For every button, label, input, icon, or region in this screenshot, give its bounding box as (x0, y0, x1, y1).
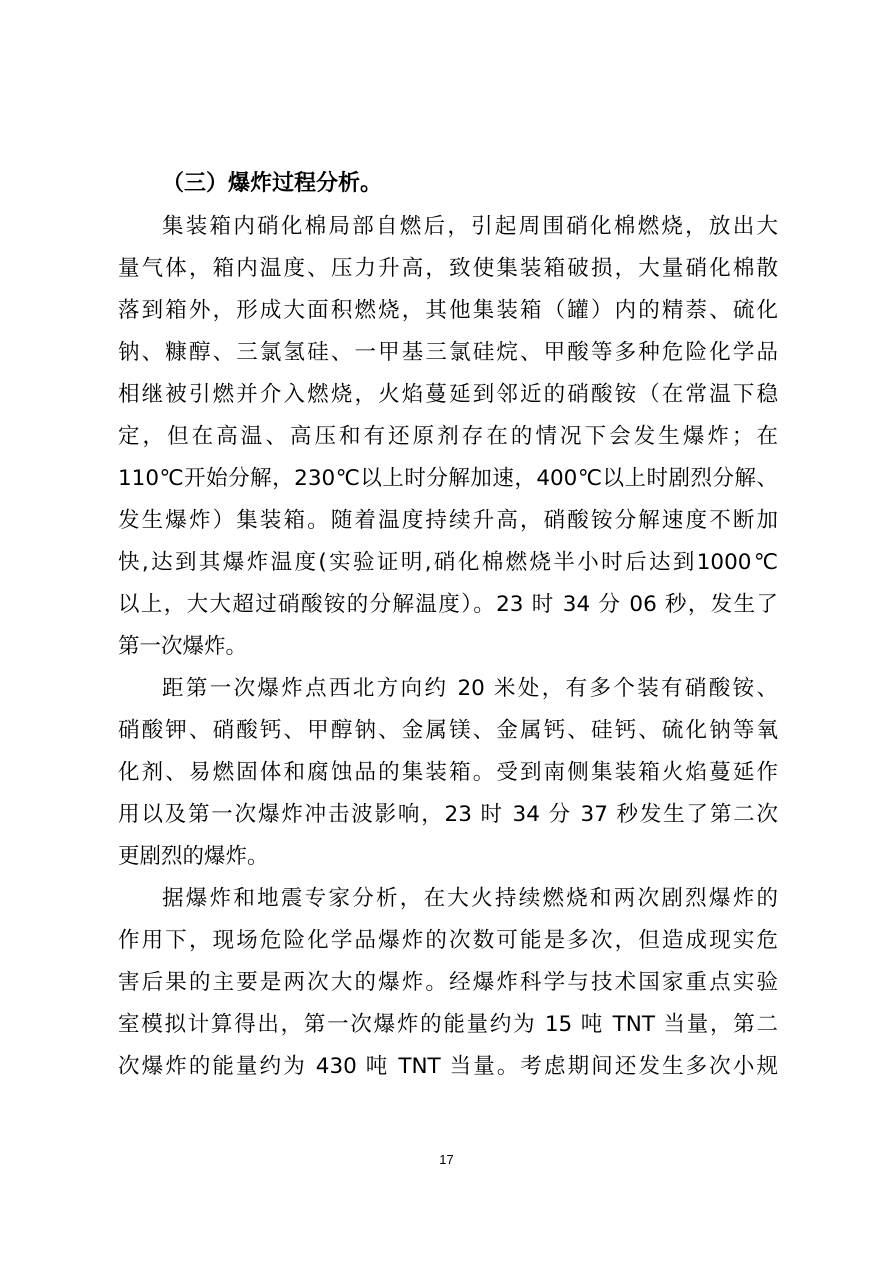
paragraph-1-line-6: 定，但在高温、高压和有还原剂存在的情况下会发生爆炸；在 (118, 424, 778, 449)
paragraph-1-line-11: 第一次爆炸。 (118, 634, 248, 659)
paragraph-1-line-3: 落到箱外，形成大面积燃烧，其他集装箱（罐）内的精萘、硫化 (118, 298, 778, 323)
paragraph-3-line-2: 作用下，现场危险化学品爆炸的次数可能是多次，但造成现实危 (118, 928, 778, 953)
paragraph-1-line-8: 发生爆炸）集装箱。随着温度持续升高，硝酸铵分解速度不断加 (118, 508, 778, 533)
paragraph-2-line-5: 更剧烈的爆炸。 (118, 844, 269, 869)
paragraph-1-line-9: 快,达到其爆炸温度(实验证明,硝化棉燃烧半小时后达到1000℃ (118, 550, 778, 575)
paragraph-2-line-2: 硝酸钾、硝酸钙、甲醇钠、金属镁、金属钙、硅钙、硫化钠等氧 (118, 718, 778, 743)
paragraph-3-line-3: 害后果的主要是两次大的爆炸。经爆炸科学与技术国家重点实验 (118, 970, 778, 995)
paragraph-2-line-3: 化剂、易燃固体和腐蚀品的集装箱。受到南侧集装箱火焰蔓延作 (118, 760, 778, 785)
paragraph-3-line-1: 据爆炸和地震专家分析，在大火持续燃烧和两次剧烈爆炸的 (162, 886, 778, 911)
paragraph-1-line-10: 以上，大大超过硝酸铵的分解温度）。23 时 34 分 06 秒，发生了 (118, 592, 778, 617)
paragraph-1-line-7: 110℃开始分解，230℃以上时分解加速，400℃以上时剧烈分解、 (118, 466, 778, 491)
paragraph-1-line-5: 相继被引燃并介入燃烧，火焰蔓延到邻近的硝酸铵（在常温下稳 (118, 382, 778, 407)
paragraph-1-line-2: 量气体，箱内温度、压力升高，致使集装箱破损，大量硝化棉散 (118, 256, 778, 281)
paragraph-2-line-1: 距第一次爆炸点西北方向约 20 米处，有多个装有硝酸铵、 (162, 676, 778, 701)
paragraph-1-line-1: 集装箱内硝化棉局部自燃后，引起周围硝化棉燃烧，放出大 (162, 214, 778, 239)
paragraph-3-line-4: 室模拟计算得出，第一次爆炸的能量约为 15 吨 TNT 当量，第二 (118, 1012, 778, 1037)
paragraph-1-line-4: 钠、糠醇、三氯氢硅、一甲基三氯硅烷、甲酸等多种危险化学品 (118, 340, 778, 365)
section-heading: （三）爆炸过程分析。 (162, 171, 383, 196)
page-number: 17 (439, 1152, 454, 1167)
paragraph-2-line-4: 用以及第一次爆炸冲击波影响，23 时 34 分 37 秒发生了第二次 (118, 802, 778, 827)
paragraph-3-line-5: 次爆炸的能量约为 430 吨 TNT 当量。考虑期间还发生多次小规 (118, 1054, 778, 1079)
